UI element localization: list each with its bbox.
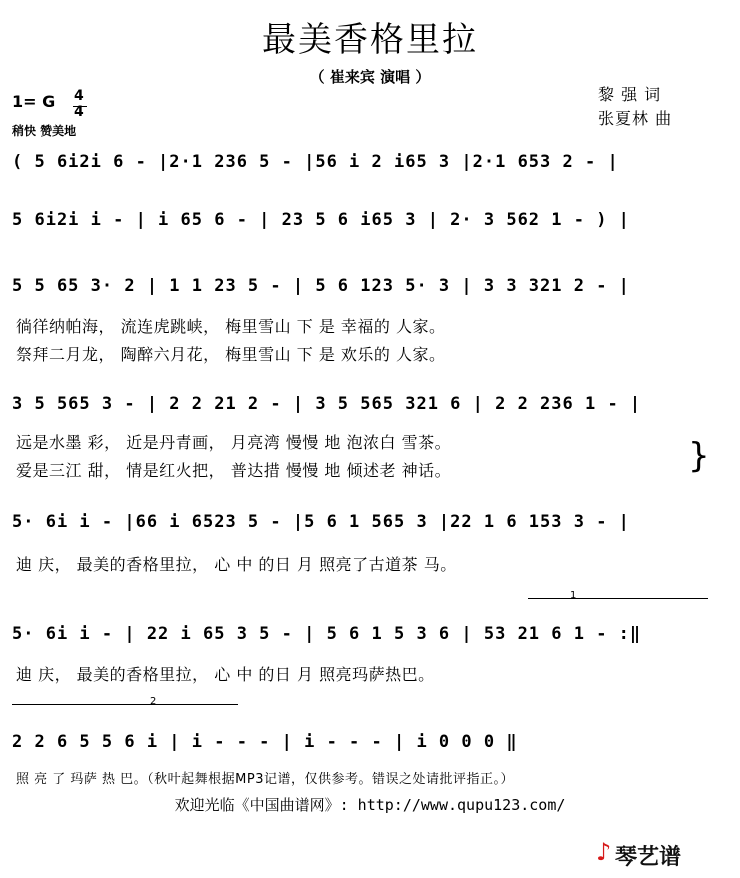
time-signature-top: 4	[74, 88, 84, 104]
lyric-row-5: 迪 庆， 最美的香格里拉， 心 中 的日 月 照亮了古道茶 马。	[16, 555, 457, 574]
composer-credit: 张夏林 曲	[598, 109, 673, 128]
first-ending-bracket	[528, 598, 708, 599]
singer-credit: （ 崔来宾 演唱 ）	[309, 68, 431, 86]
first-ending-number: 1	[570, 590, 577, 601]
tempo-marking: 稍快 赞美地	[12, 124, 77, 138]
lyricist-credit: 黎 强 词	[598, 85, 662, 104]
key-signature: 1= G	[12, 92, 56, 111]
verse-brace: }	[688, 436, 710, 476]
lyric-row-4-verse-2: 爱是三江 甜， 情是红火把， 普达措 慢慢 地 倾述老 神话。	[16, 461, 452, 480]
site-logo: 琴艺谱	[615, 845, 682, 870]
score-row-2: 5 6i2i i - | i 65 6 - | 23 5 6 i65 3 | 2· 3 562 1 - ) |	[12, 210, 630, 230]
song-title: 最美香格里拉	[262, 20, 478, 60]
lyric-row-3-verse-2: 祭拜二月龙， 陶醉六月花， 梅里雪山 下 是 欢乐的 人家。	[16, 345, 446, 364]
score-row-5: 5· 6i i - |66 i 6523 5 - |5 6 1 565 3 |22 1 6 153 3 - |	[12, 512, 630, 532]
second-ending-bracket	[12, 704, 238, 705]
time-signature-bottom: 4	[74, 104, 84, 120]
second-ending-number: 2	[150, 696, 157, 707]
score-row-7: 2 2 6 5 5 6 i | i - - - | i - - - | i 0 0 0 ‖	[12, 732, 518, 752]
lyric-row-4-verse-1: 远是水墨 彩， 近是丹青画， 月亮湾 慢慢 地 泡浓白 雪茶。	[16, 433, 452, 452]
lyric-row-7: 照 亮 了 玛萨 热 巴。（秋叶起舞根据MP3记谱，仅供参考。错误之处请批评指正。）	[16, 772, 514, 787]
score-row-4: 3 5 565 3 - | 2 2 21 2 - | 3 5 565 321 6 | 2 2 236 1 - |	[12, 394, 642, 414]
score-row-6: 5· 6i i - | 22 i 65 3 5 - | 5 6 1 5 3 6 | 53 21 6 1 - :‖	[12, 624, 642, 644]
lyric-row-6: 迪 庆， 最美的香格里拉， 心 中 的日 月 照亮玛萨热巴。	[16, 665, 435, 684]
website-footer: 欢迎光临《中国曲谱网》: http://www.qupu123.com/	[174, 796, 566, 814]
score-row-1: ( 5 6i2i 6 - |2·1 236 5 - |56 i 2 i65 3 |2·1 653 2 - |	[12, 152, 619, 172]
lyric-row-3-verse-1: 徜徉纳帕海， 流连虎跳峡， 梅里雪山 下 是 幸福的 人家。	[16, 317, 446, 336]
score-row-3: 5 5 65 3· 2 | 1 1 23 5 - | 5 6 123 5· 3 | 3 3 321 2 - |	[12, 276, 630, 296]
logo-icon: ♪	[596, 838, 612, 866]
